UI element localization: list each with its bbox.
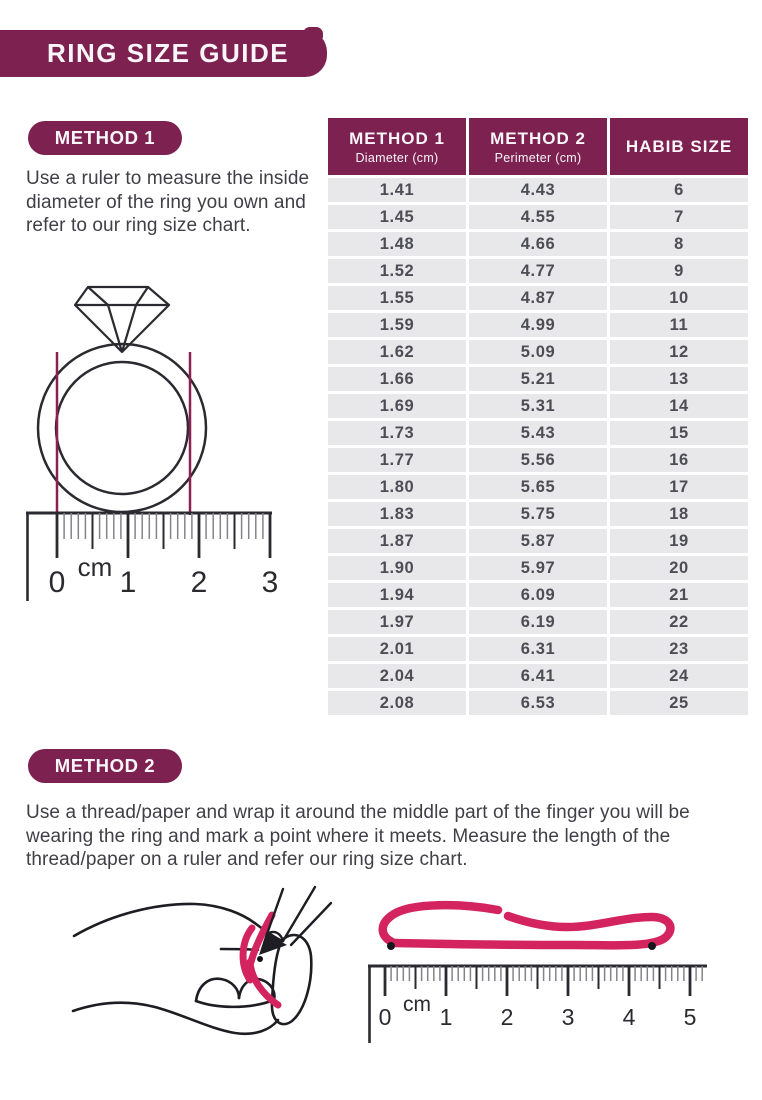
ruler-number: 0 [378, 1004, 392, 1030]
table-cell: 1.77 [328, 448, 466, 472]
table-cell: 2.08 [328, 691, 466, 715]
table-cell: 16 [610, 448, 748, 472]
table-cell: 5.65 [469, 475, 607, 499]
table-cell: 6 [610, 178, 748, 202]
method2-badge: METHOD 2 [28, 749, 182, 783]
table-cell: 5.21 [469, 367, 607, 391]
table-cell: 1.55 [328, 286, 466, 310]
table-cell: 1.45 [328, 205, 466, 229]
table-cell: 5.31 [469, 394, 607, 418]
table-cell: 21 [610, 583, 748, 607]
column-header-method1 [328, 118, 466, 175]
ruler-ticks [379, 966, 703, 1030]
table-cell: 1.87 [328, 529, 466, 553]
ruler-number: 4 [622, 1004, 636, 1030]
table-cell: 2.04 [328, 664, 466, 688]
table-cell: 1.83 [328, 502, 466, 526]
table-cell: 25 [610, 691, 748, 715]
column-header-habib-size [610, 118, 748, 175]
table-cell: 2.01 [328, 637, 466, 661]
table-cell: 6.53 [469, 691, 607, 715]
ruler-number: 3 [261, 566, 279, 599]
ruler-ticks [49, 513, 279, 599]
table-cell: 14 [610, 394, 748, 418]
table-cell: 8 [610, 232, 748, 256]
method1-description: Use a ruler to measure the inside diameter of the ring you own and refer to our ring size chart. [26, 168, 310, 237]
table-cell: 15 [610, 421, 748, 445]
table-cell: 11 [610, 313, 748, 337]
method1-badge: METHOD 1 [28, 121, 182, 155]
ring-measurement-illustration [20, 278, 310, 608]
table-cell: 4.77 [469, 259, 607, 283]
table-cell: 5.97 [469, 556, 607, 580]
ring-icon [38, 344, 206, 512]
table-cell: 1.73 [328, 421, 466, 445]
hand-icon [73, 904, 311, 1034]
table-cell: 1.62 [328, 340, 466, 364]
size-chart-table [328, 118, 748, 715]
table-cell: 22 [610, 610, 748, 634]
ruler-number: 1 [119, 566, 137, 599]
ruler-number: 1 [439, 1004, 453, 1030]
table-cell: 5.09 [469, 340, 607, 364]
table-cell: 20 [610, 556, 748, 580]
table-cell: 18 [610, 502, 748, 526]
diameter-measure-lines [57, 352, 190, 515]
table-cell: 13 [610, 367, 748, 391]
column-subtitle: Perimeter (cm) [494, 150, 582, 165]
thread-end-dot [648, 942, 656, 950]
diamond-icon [75, 287, 169, 352]
table-cell: 6.41 [469, 664, 607, 688]
thread-ruler-illustration [355, 885, 760, 1060]
table-cell: 6.19 [469, 610, 607, 634]
table-cell: 10 [610, 286, 748, 310]
table-cell: 4.66 [469, 232, 607, 256]
table-cell: 4.43 [469, 178, 607, 202]
thread-end-dot [387, 942, 395, 950]
ruler-unit-label: cm [403, 993, 431, 1016]
table-cell: 1.94 [328, 583, 466, 607]
table-cell: 23 [610, 637, 748, 661]
table-cell: 5.56 [469, 448, 607, 472]
size-table-body [328, 178, 748, 715]
ruler-number: 2 [190, 566, 208, 599]
table-cell: 1.52 [328, 259, 466, 283]
table-cell: 9 [610, 259, 748, 283]
column-title: HABIB SIZE [625, 136, 733, 156]
table-cell: 1.69 [328, 394, 466, 418]
table-cell: 19 [610, 529, 748, 553]
ruler-unit-label: cm [77, 552, 113, 582]
table-cell: 4.87 [469, 286, 607, 310]
table-cell: 5.75 [469, 502, 607, 526]
hand-thread-illustration [45, 878, 375, 1063]
column-subtitle: Diameter (cm) [355, 150, 439, 165]
thread-icon [383, 905, 671, 945]
column-header-method2 [469, 118, 607, 175]
table-cell: 4.55 [469, 205, 607, 229]
page-title: RING SIZE GUIDE [0, 30, 327, 77]
table-cell: 1.90 [328, 556, 466, 580]
size-chart-header [328, 118, 748, 175]
table-cell: 17 [610, 475, 748, 499]
table-cell: 5.87 [469, 529, 607, 553]
mark-point-dot [257, 956, 263, 962]
ruler-number: 2 [500, 1004, 514, 1030]
table-cell: 6.09 [469, 583, 607, 607]
table-cell: 12 [610, 340, 748, 364]
table-cell: 1.66 [328, 367, 466, 391]
table-cell: 4.99 [469, 313, 607, 337]
table-cell: 1.80 [328, 475, 466, 499]
table-cell: 7 [610, 205, 748, 229]
column-title: METHOD 1 [349, 128, 445, 148]
table-cell: 1.59 [328, 313, 466, 337]
ruler-number: 0 [48, 566, 66, 599]
table-cell: 5.43 [469, 421, 607, 445]
table-cell: 24 [610, 664, 748, 688]
table-cell: 1.41 [328, 178, 466, 202]
method2-description: Use a thread/paper and wrap it around the middle part of the finger you will be wearing the ring and mark a point where it meets. Measure the length of the thread/paper on a ruler and refer our ring size chart. [26, 802, 690, 871]
table-cell: 1.97 [328, 610, 466, 634]
table-cell: 1.48 [328, 232, 466, 256]
ruler-number: 3 [561, 1004, 575, 1030]
ruler-number: 5 [683, 1004, 697, 1030]
column-title: METHOD 2 [490, 128, 586, 148]
table-cell: 6.31 [469, 637, 607, 661]
